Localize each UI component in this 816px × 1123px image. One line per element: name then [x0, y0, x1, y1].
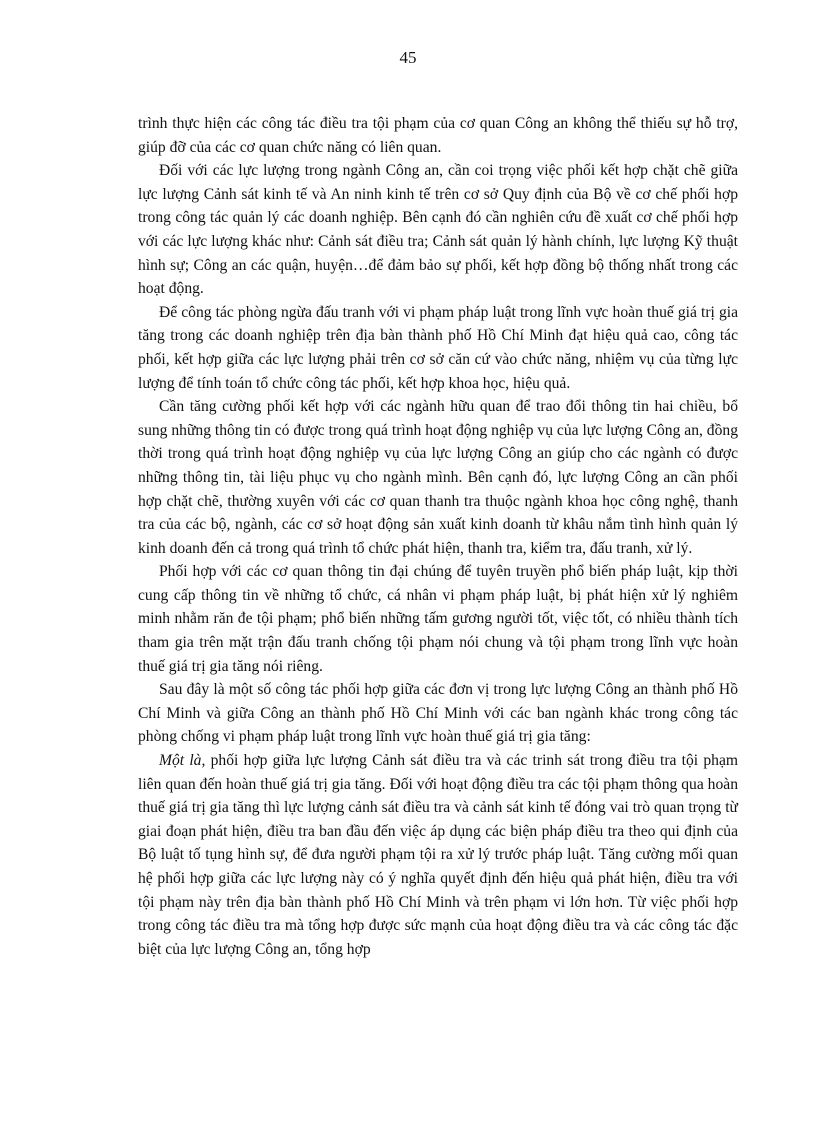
paragraph-coordination-basis: Để công tác phòng ngừa đấu tranh với vi phạm pháp luật trong lĩnh vực hoàn thuế giá trị gia tăng trong các doanh nghiệp trên địa bàn thành phố Hồ Chí Minh đạt hiệu quả cao, công tác phối, kết hợp giữa các lực lượng phải trên cơ sở căn cứ vào chức năng, nhiệm vụ của từng lực lượng để tính toán tổ chức công tác phối, kết hợp khoa học, hiệu quả. [138, 303, 738, 392]
paragraph-information-exchange: Cần tăng cường phối kết hợp với các ngành hữu quan để trao đổi thông tin hai chiều, bổ sung những thông tin có được trong quá trình hoạt động nghiệp vụ của lực lượng Công an, đồng thời trong quá trình hoạt động nghiệp vụ của lực lượng Công an giúp cho các ngành có được những thông tin, tài liệu phục vụ cho ngành mình. Bên cạnh đó, lực lượng Công an cần phối hợp chặt chẽ, thường xuyên với các cơ quan thanh tra thuộc ngành khoa học công nghệ, thanh tra của các bộ, ngành, các cơ sở hoạt động sản xuất kinh doanh từ khâu nắm tình hình quản lý kinh doanh đến cả trong quá trình tổ chức phát hiện, thanh tra, kiểm tra, đấu tranh, xử lý. [138, 398, 738, 557]
first-point-text: phối hợp giữa lực lượng Cảnh sát điều tra và các trinh sát trong điều tra tội phạm liên quan đến hoàn thuế giá trị gia tăng. Đối với hoạt động điều tra các tội phạm thông qua hoàn thuế giá trị gia tăng thì lực lượng cảnh sát điều tra và cảnh sát kinh tế đóng vai trò quan trọng từ giai đoạn phát hiện, điều tra ban đầu đến việc áp dụng các biện pháp điều tra theo qui định của Bộ luật tố tụng hình sự, để đưa người phạm tội ra xử lý trước pháp luật. Tăng cường mối quan hệ phối hợp giữa các lực lượng này có ý nghĩa quyết định đến hiệu quả phát hiện, điều tra với tội phạm này trên địa bàn thành phố Hồ Chí Minh và trên phạm vi lớn hơn. Từ việc phối hợp trong công tác điều tra mà tổng hợp được sức mạnh của hoạt động điều tra và các công tác đặc biệt của lực lượng Công an, tổng hợp [138, 752, 739, 958]
paragraph-coordination-within-police: Đối với các lực lượng trong ngành Công an, cần coi trọng việc phối kết hợp chặt chẽ giữa lực lượng Cảnh sát kinh tế và An ninh kinh tế trên cơ sở Quy định của Bộ về cơ chế phối hợp trong công tác quản lý các doanh nghiệp. Bên cạnh đó cần nghiên cứu đề xuất cơ chế phối hợp với các lực lượng khác như: Cảnh sát điều tra; Cảnh sát quản lý hành chính, lực lượng Kỹ thuật hình sự; Công an các quận, huyện…để đảm bảo sự phối, kết hợp đồng bộ thống nhất trong các hoạt động. [138, 162, 738, 298]
paragraph-introduction-list: Sau đây là một số công tác phối hợp giữa các đơn vị trong lực lượng Công an thành phố Hồ Chí Minh và giữa Công an thành phố Hồ Chí Minh với các ban ngành khác trong công tác phòng chống vi phạm pháp luật trong lĩnh vực hoàn thuế giá trị gia tăng: [138, 681, 738, 746]
body-text [138, 112, 738, 961]
page-number: 45 [399, 48, 417, 67]
paragraph-continuation: trình thực hiện các công tác điều tra tội phạm của cơ quan Công an không thể thiếu sự hỗ trợ, giúp đỡ của các cơ quan chức năng có liên quan. [138, 115, 738, 156]
paragraph-first-point [138, 749, 738, 961]
first-point-lead: Một là, [159, 752, 206, 770]
paragraph-mass-media: Phối hợp với các cơ quan thông tin đại chúng để tuyên truyền phổ biến pháp luật, kịp thời cung cấp thông tin về những tổ chức, cá nhân vi phạm pháp luật, bị phát hiện xử lý nghiêm minh nhằm răn đe tội phạm; phổ biến những tấm gương người tốt, việc tốt, có nhiều thành tích tham gia trên mặt trận đấu tranh chống tội phạm nói chung và tội phạm trong lĩnh vực hoàn thuế giá trị gia tăng nói riêng. [138, 563, 738, 675]
